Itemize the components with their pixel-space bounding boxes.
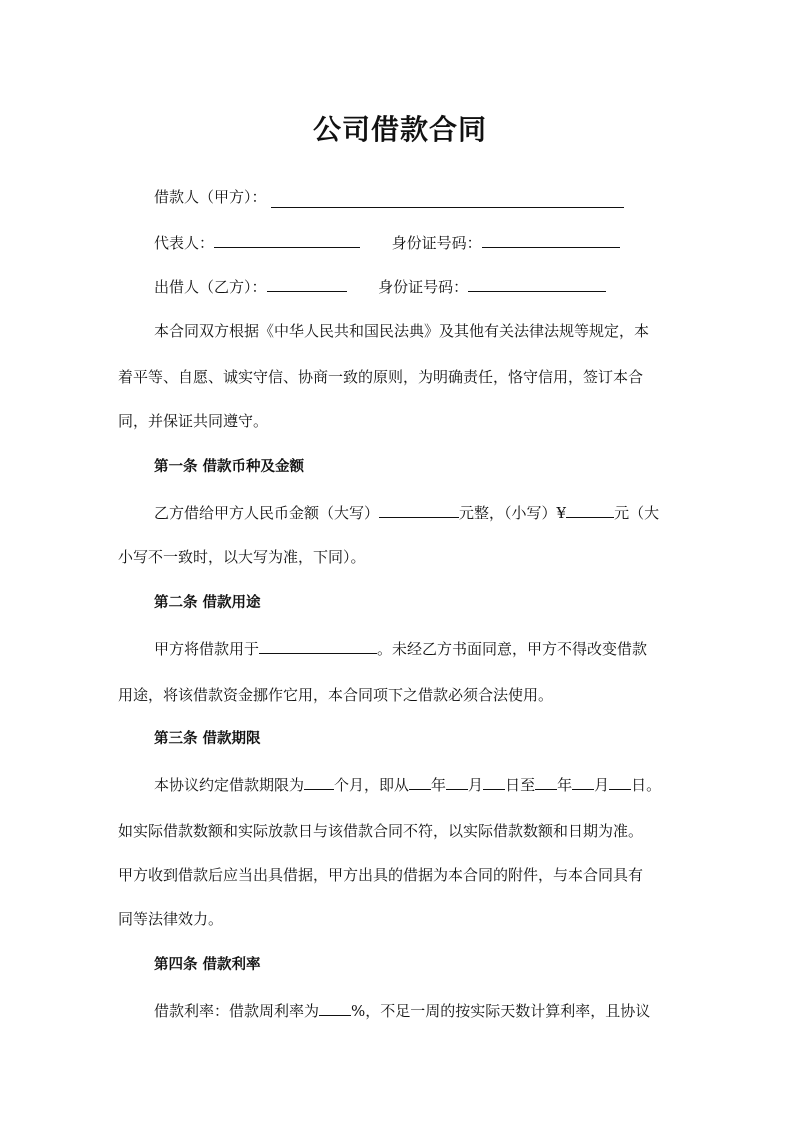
- end-month-blank[interactable]: [572, 774, 594, 790]
- borrower-label: 借款人（甲方）：: [154, 188, 267, 206]
- id-blank-2[interactable]: [468, 276, 606, 292]
- article-1-text-b: 元整，（小写）¥: [459, 504, 567, 522]
- article-3-text-6: 年: [557, 776, 573, 794]
- representative-blank[interactable]: [214, 232, 360, 248]
- article-3-text-7: 月: [594, 776, 610, 794]
- article-3-text-1: 本协议约定借款期限为: [154, 776, 305, 794]
- borrower-row: [154, 186, 624, 208]
- amount-lower-blank[interactable]: [566, 502, 614, 518]
- lender-row: [154, 276, 624, 298]
- preamble-line-1: 本合同双方根据《中华人民共和国民法典》及其他有关法律法规等规定，本: [154, 322, 650, 340]
- article-3-text-4: 月: [468, 776, 484, 794]
- purpose-blank[interactable]: [259, 638, 377, 654]
- preamble-line-3: 同，并保证共同遵守。: [118, 412, 269, 430]
- article-2-heading: 第二条 借款用途: [154, 595, 261, 611]
- article-4-line-1: [118, 1000, 726, 1022]
- amount-upper-blank[interactable]: [379, 502, 459, 518]
- article-1-text-c: 元（大: [614, 504, 660, 522]
- start-year-blank[interactable]: [409, 774, 431, 790]
- lender-label: 出借人（乙方）：: [154, 278, 267, 296]
- article-2-line-2: 用途，将该借款资金挪作它用，本合同项下之借款必须合法使用。: [118, 686, 554, 704]
- article-3-text-2: 个月，即从: [334, 776, 410, 794]
- article-3-text-8: 日。: [631, 776, 662, 794]
- article-2-line-1: [118, 638, 726, 660]
- start-day-blank[interactable]: [483, 774, 505, 790]
- id-label-2: 身份证号码：: [378, 278, 469, 296]
- article-3-text-3: 年: [431, 776, 447, 794]
- id-blank-1[interactable]: [482, 232, 620, 248]
- article-1-heading: 第一条 借款币种及金额: [154, 459, 305, 475]
- weekly-rate-blank[interactable]: [319, 1000, 351, 1016]
- lender-blank[interactable]: [267, 276, 347, 292]
- months-blank[interactable]: [304, 774, 334, 790]
- article-1-line-1: [118, 502, 726, 524]
- article-3-line-2: 如实际借款数额和实际放款日与该借款合同不符，以实际借款数额和日期为准。: [118, 822, 644, 840]
- article-3-line-1: [118, 774, 726, 796]
- article-1-text-a: 乙方借给甲方人民币金额（大写）: [154, 504, 380, 522]
- article-3-line-3: 甲方收到借款后应当出具借据，甲方出具的借据为本合同的附件，与本合同具有: [118, 866, 644, 884]
- article-2-text-b: 。未经乙方书面同意，甲方不得改变借款: [377, 640, 648, 658]
- end-day-blank[interactable]: [609, 774, 631, 790]
- preamble-line-2: 着平等、自愿、诚实守信、协商一致的原则，为明确责任，恪守信用，签订本合: [118, 368, 644, 386]
- page-title: 公司借款合同: [312, 113, 487, 146]
- representative-row: [154, 232, 624, 254]
- article-2-text-a: 甲方将借款用于: [154, 640, 260, 658]
- representative-label: 代表人：: [154, 234, 215, 252]
- borrower-blank[interactable]: [271, 192, 624, 208]
- article-4-text-b: %，不足一周的按实际天数计算利率，且协议: [351, 1002, 651, 1020]
- article-3-heading: 第三条 借款期限: [154, 731, 261, 747]
- article-1-line-2: 小写不一致时，以大写为准，下同）。: [118, 548, 366, 566]
- start-month-blank[interactable]: [446, 774, 468, 790]
- article-3-text-5: 日至: [505, 776, 536, 794]
- end-year-blank[interactable]: [535, 774, 557, 790]
- article-4-text-a: 借款利率：借款周利率为: [154, 1002, 320, 1020]
- id-label-1: 身份证号码：: [391, 234, 482, 252]
- article-4-heading: 第四条 借款利率: [154, 957, 261, 973]
- article-3-line-4: 同等法律效力。: [118, 910, 224, 928]
